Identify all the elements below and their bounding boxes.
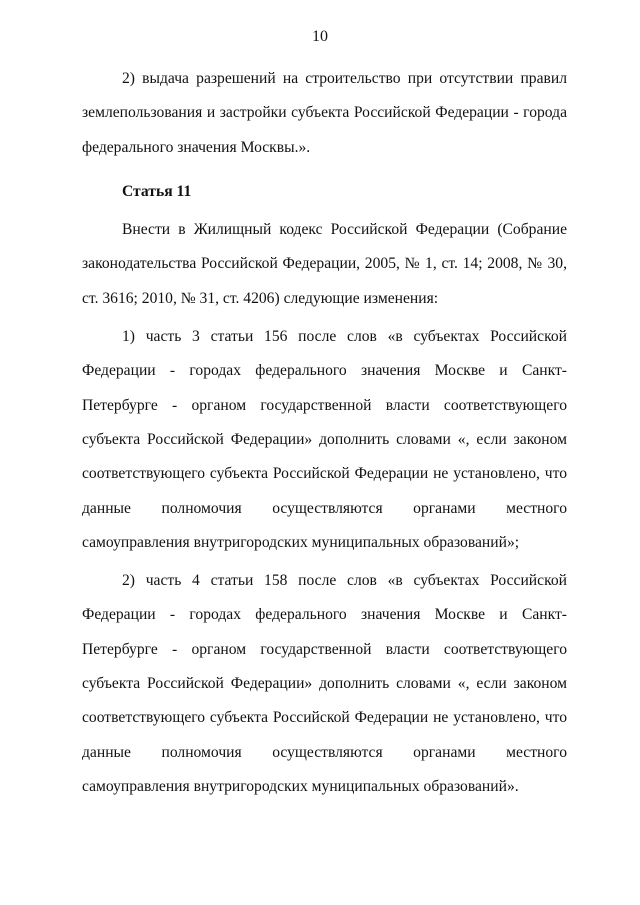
document-body xyxy=(82,62,567,804)
paragraph-intro: Внести в Жилищный кодекс Российской Федерации (Собрание законодательства Российской Федерации, 2005, № 1, ст. 14; 2008, № 30, ст. 3616; 2010, № 31, ст. 4206) следующие изменения: xyxy=(82,221,567,307)
paragraph-item-2-article-11: 2) часть 4 статьи 158 после слов «в субъектах Российской Федерации - городах федерального значения Москве и Санкт-Петербурге - органом государственной власти соответствующего субъекта Российской Федерации» дополнить словами «, если законом соответствующего субъекта Российской Федерации не установлено, что данные полномочия осуществляются органами местного самоуправления внутригородских муниципальных образований». xyxy=(82,572,567,795)
paragraph-item-1-article-11: 1) часть 3 статьи 156 после слов «в субъектах Российской Федерации - городах федерального значения Москве и Санкт-Петербурге - органом государственной власти соответствующего субъекта Российской Федерации» дополнить словами «, если законом соответствующего субъекта Российской Федерации не установлено, что данные полномочия осуществляются органами местного самоуправления внутригородских муниципальных образований»; xyxy=(82,328,567,551)
paragraph-item-2: 2) выдача разрешений на строительство при отсутствии правил землепользования и застройки субъекта Российской Федерации - города федерального значения Москвы.». xyxy=(82,70,567,156)
article-heading: Статья 11 xyxy=(122,182,192,200)
page-number: 10 xyxy=(312,28,328,45)
